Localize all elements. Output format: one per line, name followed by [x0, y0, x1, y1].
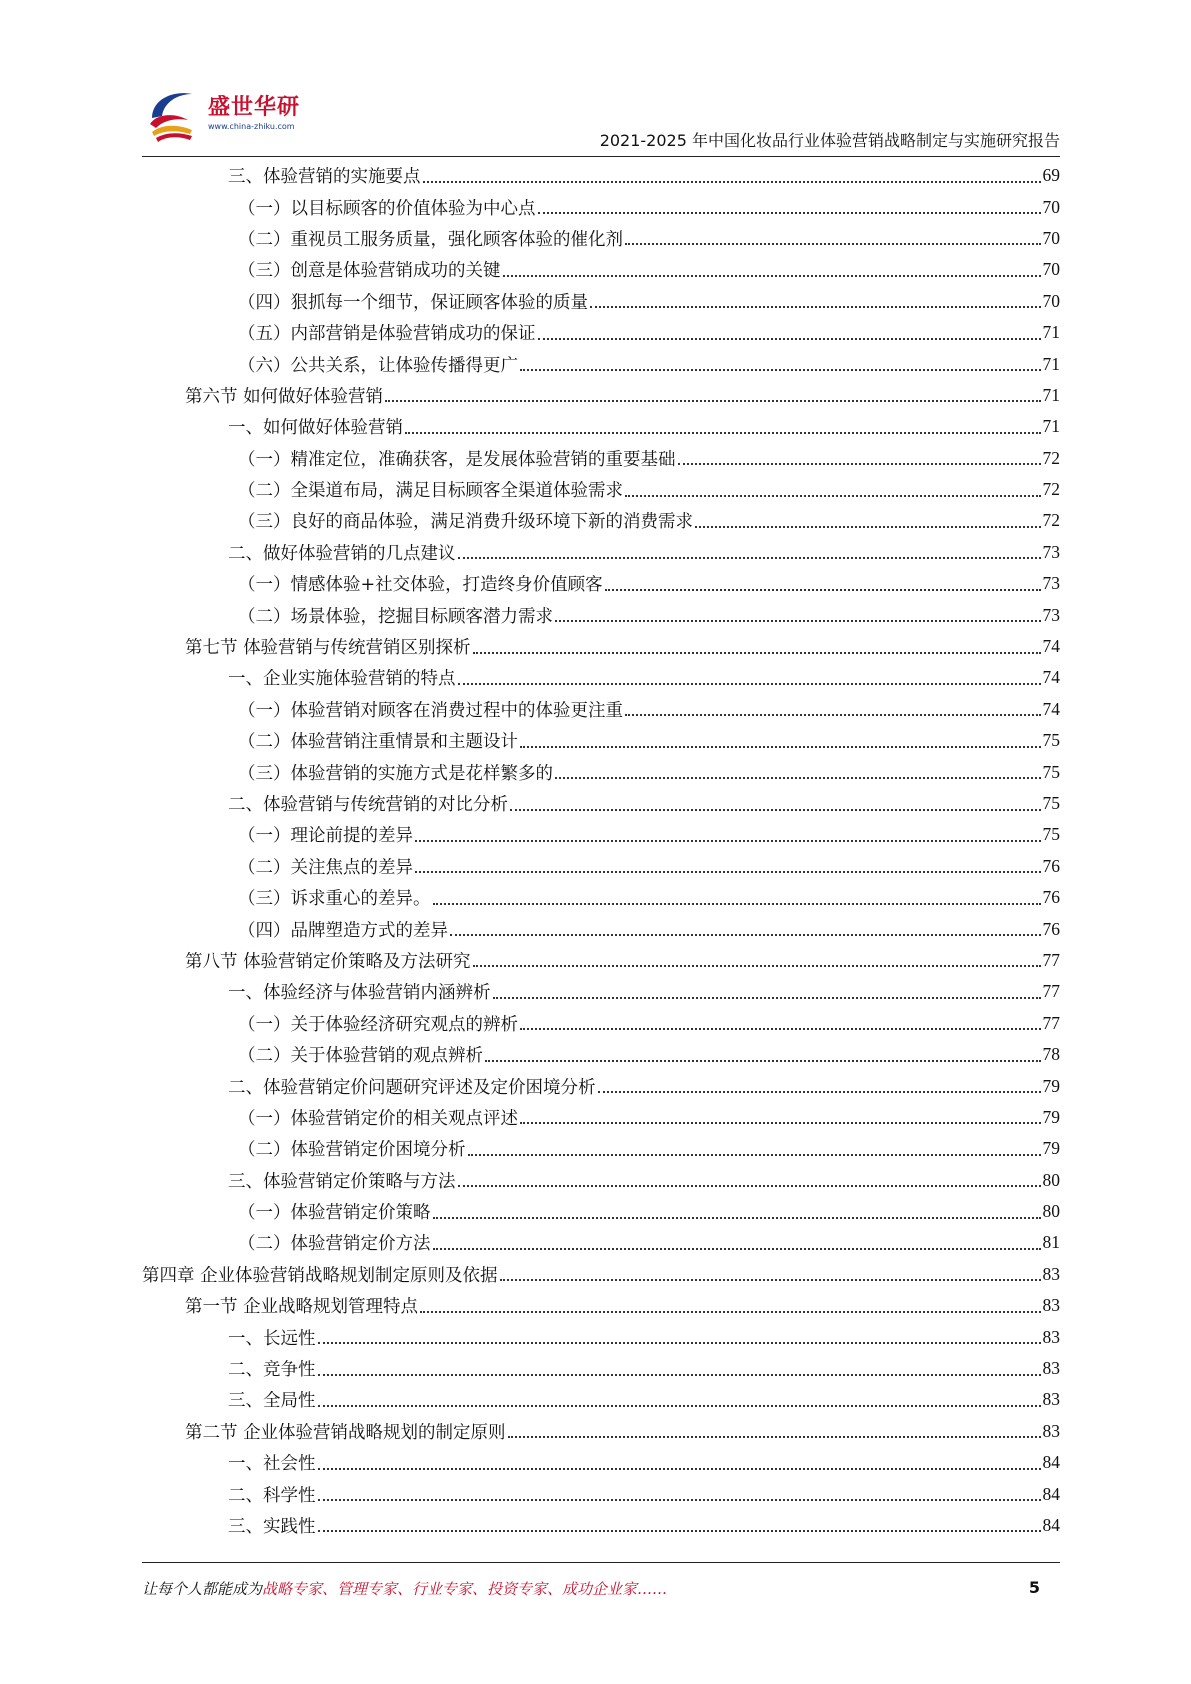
toc-entry-title: （一）关于体验经济研究观点的辨析	[238, 1014, 518, 1035]
toc-dot-leader	[405, 432, 1041, 434]
toc-entry-page: 70	[1042, 227, 1060, 248]
toc-dot-leader	[625, 714, 1041, 716]
toc-entry-page: 77	[1042, 981, 1060, 1002]
toc-dot-leader	[420, 1311, 1040, 1313]
toc-entry[interactable]	[142, 160, 1060, 191]
page-number: 5	[1028, 1578, 1040, 1597]
toc-entry-title: （六）公共关系，让体验传播得更广	[238, 355, 518, 376]
toc-entry[interactable]	[142, 505, 1060, 536]
toc-entry[interactable]	[142, 1165, 1060, 1196]
toc-entry-title: 二、科学性	[228, 1485, 316, 1506]
toc-entry-page: 75	[1042, 730, 1060, 751]
toc-entry[interactable]	[142, 286, 1060, 317]
toc-entry[interactable]	[142, 223, 1060, 254]
toc-entry-title: 三、体验营销定价策略与方法	[228, 1171, 456, 1192]
logo-name: 盛世华研	[208, 95, 301, 120]
header-divider	[142, 156, 1060, 157]
toc-entry[interactable]	[142, 254, 1060, 285]
footer-slogan-lead: 让每个人都能成为	[142, 1580, 263, 1598]
toc-dot-leader	[695, 526, 1041, 528]
toc-dot-leader	[555, 620, 1041, 622]
toc-entry-title: （二）全渠道布局，满足目标顾客全渠道体验需求	[238, 481, 623, 502]
toc-dot-leader	[318, 1499, 1041, 1501]
toc-entry-page: 81	[1042, 1232, 1060, 1253]
toc-dot-leader	[385, 400, 1040, 402]
toc-entry-page: 70	[1042, 290, 1060, 311]
toc-entry-page: 83	[1042, 1389, 1060, 1410]
toc-entry-page: 70	[1042, 259, 1060, 280]
toc-entry-title: 第六节 如何做好体验营销	[185, 386, 384, 407]
toc-entry[interactable]	[142, 1384, 1060, 1415]
toc-entry-page: 83	[1042, 1420, 1060, 1441]
toc-dot-leader	[433, 903, 1041, 905]
toc-entry-page: 71	[1042, 322, 1060, 343]
toc-entry[interactable]	[142, 851, 1060, 882]
toc-entry-page: 83	[1042, 1263, 1060, 1284]
toc-entry-title: （二）重视员工服务质量，强化顾客体验的催化剂	[238, 229, 623, 250]
toc-entry[interactable]	[142, 1102, 1060, 1133]
toc-dot-leader	[458, 683, 1041, 685]
toc-entry-title: 第一节 企业战略规划管理特点	[185, 1297, 419, 1318]
toc-entry-title: 二、体验营销与传统营销的对比分析	[228, 795, 508, 815]
toc-entry[interactable]	[142, 1259, 1060, 1290]
toc-entry-page: 74	[1042, 636, 1060, 657]
toc-entry-title: （一）情感体验+社交体验，打造终身价值顾客	[238, 575, 603, 596]
toc-entry-title: 三、全局性	[228, 1391, 316, 1412]
toc-dot-leader	[503, 275, 1041, 277]
toc-entry[interactable]	[142, 788, 1060, 819]
toc-entry-page: 71	[1042, 384, 1060, 405]
toc-entry[interactable]	[142, 1290, 1060, 1321]
toc-entry-title: （一）体验营销定价的相关观点评述	[238, 1108, 518, 1129]
toc-entry[interactable]	[142, 380, 1060, 411]
toc-entry-page: 76	[1042, 887, 1060, 908]
toc-entry-page: 71	[1042, 416, 1060, 437]
toc-entry[interactable]	[142, 1008, 1060, 1039]
footer-divider	[142, 1562, 1060, 1563]
toc-dot-leader	[520, 1028, 1041, 1030]
toc-dot-leader	[605, 589, 1041, 591]
toc-entry[interactable]	[142, 1416, 1060, 1447]
toc-dot-leader	[555, 777, 1041, 779]
toc-dot-leader	[433, 1248, 1041, 1250]
toc-entry-title: （一）体验营销定价策略	[238, 1203, 431, 1224]
toc-entry-title: （二）体验营销定价方法	[238, 1234, 431, 1255]
toc-entry-page: 76	[1042, 918, 1060, 939]
toc-entry[interactable]	[142, 568, 1060, 599]
toc-entry-page: 74	[1042, 667, 1060, 688]
toc-entry-page: 72	[1042, 510, 1060, 531]
toc-entry-page: 74	[1042, 698, 1060, 719]
toc-entry-title: 二、做好体验营销的几点建议	[228, 543, 456, 564]
toc-entry[interactable]	[142, 1196, 1060, 1227]
toc-dot-leader	[625, 243, 1041, 245]
toc-entry[interactable]	[142, 537, 1060, 568]
toc-entry-title: （四）狠抓每一个细节，保证顾客体验的质量	[238, 292, 588, 313]
toc-dot-leader	[473, 965, 1041, 967]
toc-entry[interactable]	[142, 443, 1060, 474]
toc-dot-leader	[318, 1374, 1041, 1376]
toc-entry[interactable]	[142, 411, 1060, 442]
toc-dot-leader	[423, 181, 1041, 183]
toc-entry[interactable]	[142, 474, 1060, 505]
toc-dot-leader	[468, 1154, 1041, 1156]
toc-entry[interactable]	[142, 1227, 1060, 1258]
page-header	[142, 78, 1060, 170]
toc-entry-title: 第八节 体验营销定价策略及方法研究	[185, 951, 471, 972]
toc-entry-title: （一）理论前提的差异	[238, 826, 413, 847]
toc-entry[interactable]	[142, 1321, 1060, 1352]
document-title: 2021-2025 年中国化妆品行业体验营销战略制定与实施研究报告	[599, 131, 1060, 150]
toc-dot-leader	[415, 871, 1041, 873]
toc-entry-page: 84	[1042, 1452, 1060, 1473]
page-footer	[142, 1578, 1060, 1602]
toc-dot-leader	[318, 1468, 1041, 1470]
toc-entry-page: 83	[1042, 1295, 1060, 1316]
toc-entry-title: （一）以目标顾客的价值体验为中心点	[238, 198, 536, 219]
toc-dot-leader	[520, 369, 1041, 371]
toc-dot-leader	[318, 1405, 1041, 1407]
logo-emblem-icon	[142, 84, 206, 148]
toc-entry-title: （二）场景体验，挖掘目标顾客潜力需求	[238, 606, 553, 627]
toc-dot-leader	[415, 840, 1041, 842]
toc-entry[interactable]	[142, 1133, 1060, 1164]
toc-entry-page: 78	[1042, 1044, 1060, 1065]
toc-dot-leader	[500, 1279, 1041, 1281]
toc-entry-title: （五）内部营销是体验营销成功的保证	[238, 324, 536, 345]
brand-logo	[142, 84, 312, 154]
toc-entry-page: 79	[1042, 1138, 1060, 1159]
table-of-contents	[142, 160, 1060, 1541]
toc-entry[interactable]	[142, 913, 1060, 944]
toc-entry-page: 75	[1042, 761, 1060, 782]
toc-dot-leader	[318, 1342, 1041, 1344]
toc-dot-leader	[520, 1122, 1041, 1124]
toc-entry[interactable]	[142, 819, 1060, 850]
toc-entry-title: 二、竞争性	[228, 1360, 316, 1381]
toc-entry-page: 77	[1042, 1012, 1060, 1033]
toc-entry[interactable]	[142, 599, 1060, 630]
toc-entry[interactable]	[142, 725, 1060, 756]
toc-entry-page: 84	[1042, 1514, 1060, 1535]
toc-entry[interactable]	[142, 945, 1060, 976]
toc-entry-page: 80	[1042, 1169, 1060, 1190]
toc-dot-leader	[508, 1436, 1041, 1438]
toc-dot-leader	[590, 306, 1041, 308]
toc-entry-title: 一、如何做好体验营销	[228, 418, 403, 439]
toc-entry[interactable]	[142, 317, 1060, 348]
toc-entry[interactable]	[142, 662, 1060, 693]
toc-entry-title: 一、社会性	[228, 1454, 316, 1475]
toc-entry-page: 75	[1042, 793, 1060, 813]
toc-entry-page: 77	[1042, 949, 1060, 970]
toc-entry[interactable]	[142, 756, 1060, 787]
toc-entry-page: 70	[1042, 196, 1060, 217]
toc-entry-page: 79	[1042, 1075, 1060, 1096]
toc-dot-leader	[473, 652, 1041, 654]
toc-dot-leader	[458, 557, 1041, 559]
toc-dot-leader	[510, 809, 1041, 811]
toc-entry-title: （二）体验营销注重情景和主题设计	[238, 732, 518, 753]
toc-dot-leader	[538, 212, 1041, 214]
toc-entry-title: 第七节 体验营销与传统营销区别探析	[185, 638, 471, 659]
toc-entry-page: 83	[1042, 1358, 1060, 1379]
toc-entry-page: 72	[1042, 447, 1060, 468]
toc-entry[interactable]	[142, 1070, 1060, 1101]
toc-entry-page: 71	[1042, 353, 1060, 374]
toc-entry-title: 一、体验经济与体验营销内涵辨析	[228, 983, 491, 1004]
toc-entry-page: 83	[1042, 1326, 1060, 1347]
toc-entry-title: （三）良好的商品体验，满足消费升级环境下新的消费需求	[238, 512, 693, 533]
logo-url: www.china-zhiku.com	[208, 122, 295, 131]
toc-entry[interactable]	[142, 694, 1060, 725]
toc-entry-page: 73	[1042, 541, 1060, 562]
toc-entry[interactable]	[142, 882, 1060, 913]
toc-entry-title: （二）关注焦点的差异	[238, 857, 413, 878]
toc-entry-title: 三、实践性	[228, 1516, 316, 1537]
toc-entry-title: 一、企业实施体验营销的特点	[228, 669, 456, 690]
toc-entry-page: 75	[1042, 824, 1060, 845]
toc-entry-page: 69	[1042, 165, 1060, 186]
toc-dot-leader	[485, 1060, 1041, 1062]
toc-entry-title: 三、体验营销的实施要点	[228, 167, 421, 188]
toc-entry-title: （三）体验营销的实施方式是花样繁多的	[238, 763, 553, 784]
toc-entry-page: 79	[1042, 1106, 1060, 1127]
toc-entry[interactable]	[142, 1447, 1060, 1478]
toc-entry-title: （一）体验营销对顾客在消费过程中的体验更注重	[238, 700, 623, 721]
toc-entry-title: （四）品牌塑造方式的差异	[238, 920, 448, 941]
toc-entry-title: （三）创意是体验营销成功的关键	[238, 261, 501, 282]
toc-dot-leader	[493, 997, 1041, 999]
toc-dot-leader	[318, 1530, 1041, 1532]
toc-entry-title: 第四章 企业体验营销战略规划制定原则及依据	[142, 1265, 498, 1286]
toc-entry[interactable]	[142, 191, 1060, 222]
toc-entry-title: 一、长远性	[228, 1328, 316, 1349]
toc-entry-page: 73	[1042, 573, 1060, 594]
toc-entry-page: 80	[1042, 1201, 1060, 1222]
toc-entry-title: （三）诉求重心的差异。	[238, 889, 431, 910]
toc-entry[interactable]	[142, 1353, 1060, 1384]
toc-entry[interactable]	[142, 976, 1060, 1007]
toc-dot-leader	[458, 1185, 1041, 1187]
toc-entry[interactable]	[142, 348, 1060, 379]
toc-dot-leader	[450, 934, 1041, 936]
toc-entry[interactable]	[142, 1510, 1060, 1541]
toc-entry-title: 二、体验营销定价问题研究评述及定价困境分析	[228, 1077, 596, 1098]
toc-dot-leader	[433, 1217, 1041, 1219]
toc-entry[interactable]	[142, 1478, 1060, 1509]
toc-dot-leader	[625, 495, 1041, 497]
toc-entry[interactable]	[142, 631, 1060, 662]
footer-slogan-emphasis: 战略专家、管理专家、行业专家、投资专家、成功企业家……	[262, 1580, 668, 1598]
toc-entry-title: 第二节 企业体验营销战略规划的制定原则	[185, 1422, 506, 1443]
toc-entry-page: 84	[1042, 1483, 1060, 1504]
toc-dot-leader	[598, 1091, 1041, 1093]
toc-dot-leader	[520, 746, 1041, 748]
toc-entry[interactable]	[142, 1039, 1060, 1070]
toc-entry-title: （一）精准定位，准确获客，是发展体验营销的重要基础	[238, 449, 676, 470]
toc-dot-leader	[538, 338, 1041, 340]
toc-dot-leader	[678, 463, 1041, 465]
toc-entry-page: 72	[1042, 479, 1060, 500]
toc-entry-page: 73	[1042, 604, 1060, 625]
toc-entry-title: （二）体验营销定价困境分析	[238, 1140, 466, 1161]
toc-entry-title: （二）关于体验营销的观点辨析	[238, 1046, 483, 1067]
toc-entry-page: 76	[1042, 855, 1060, 876]
